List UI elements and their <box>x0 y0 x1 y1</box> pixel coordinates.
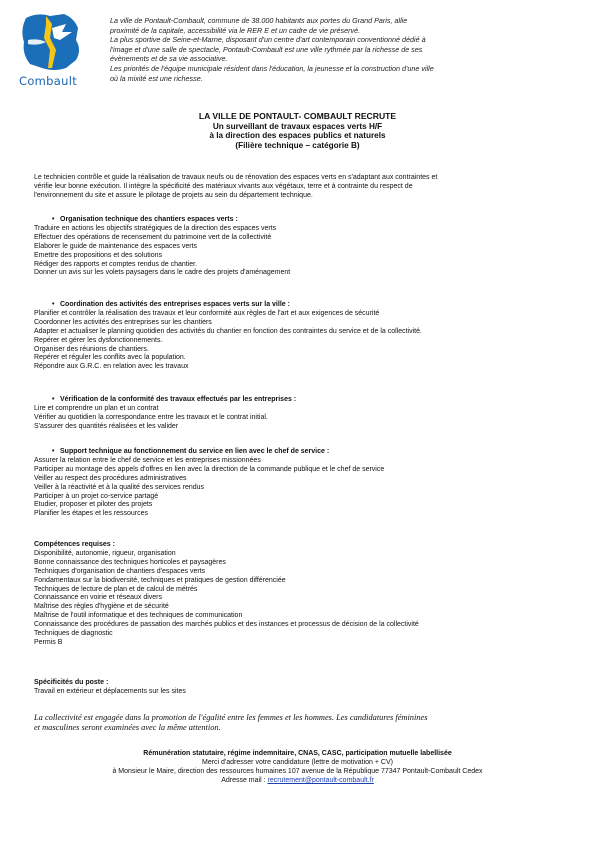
list-item: Bonne connaissance des techniques horticoles et paysagères <box>34 558 226 566</box>
list-item: Lire et comprendre un plan et un contrat <box>34 404 159 412</box>
bullet-icon: • <box>52 448 55 455</box>
list-item: Permis B <box>34 638 63 646</box>
mail-line <box>0 776 595 785</box>
city-logo <box>16 10 88 88</box>
city-logo-shape-icon <box>16 10 88 76</box>
bullet-icon: • <box>52 301 55 308</box>
bullet-icon: • <box>52 396 55 403</box>
list-item: Fondamentaux sur la biodiversité, techniques et pratiques de gestion différenciée <box>34 576 286 584</box>
job-headline <box>0 112 595 150</box>
job-direction: à la direction des espaces publics et naturels <box>209 131 386 141</box>
list-item: Elaborer le guide de maintenance des espaces verts <box>34 242 198 250</box>
section-specificites <box>34 679 564 697</box>
job-description <box>34 174 564 201</box>
section-verification <box>34 396 564 432</box>
list-item: Travail en extérieur et déplacements sur les sites <box>34 687 186 695</box>
section-organisation <box>34 216 564 278</box>
intro-line: évènements et de sa vie associative. <box>110 54 228 64</box>
section-competences <box>34 541 564 648</box>
intro-line: l'image et d'une salle de spectacle, Pontault-Combault est une ville rythmée par la richesse de ses <box>110 44 423 54</box>
bullet-icon: • <box>52 216 55 223</box>
list-item: S'assurer des quantités réalisées et les valider <box>34 422 179 430</box>
competences-title: Compétences requises : <box>34 541 115 548</box>
section-title-text: Vérification de la conformité des travaux effectués par les entreprises : <box>60 396 297 403</box>
list-item: Repérer et gérer les dysfonctionnements. <box>34 336 163 344</box>
list-item: Disponibilité, autonomie, rigueur, organisation <box>34 549 176 557</box>
equality-line: et masculines seront examinées avec la même attention. <box>34 723 221 733</box>
section-title-text: Support technique au fonctionnement du service en lien avec le chef de service : <box>60 448 330 455</box>
list-item: Veiller à la réactivité et à la qualité des services rendus <box>34 483 205 491</box>
description-line: vérifie leur bonne exécution. Il intègre la spécificité des matériaux vivants aux végétaux, terre et à contrainte du respect de <box>34 182 413 190</box>
section-title <box>34 301 564 310</box>
remuneration-text: Rémunération statutaire, régime indemnitaire, CNAS, CASC, participation mutuelle labellisée <box>143 750 452 757</box>
intro-line: proximité de la capitale, accessibilité via le RER E et un cadre de vie préservé. <box>110 25 361 35</box>
intro-text <box>110 16 570 83</box>
intro-line: Les priorités de l'équipe municipale résident dans l'éducation, la jeunesse et la construction d'une ville <box>110 63 434 73</box>
headline-title: LA VILLE DE PONTAULT- COMBAULT RECRUTE <box>198 111 397 121</box>
postal-address: à Monsieur le Maire, direction des ressources humaines 107 avenue de la République 77347 Pontault-Combault Cedex <box>112 768 483 775</box>
list-item: Maîtrise des règles d'hygiène et de sécurité <box>34 603 169 611</box>
intro-line: où la mixité est une richesse. <box>110 73 203 83</box>
list-item: Rédiger des rapports et comptes rendus de chantier. <box>34 260 198 268</box>
section-title-text: Coordination des activités des entreprises espaces verts sur la ville : <box>60 301 290 308</box>
list-item: Veiller au respect des procédures administratives <box>34 474 187 482</box>
list-item: Donner un avis sur les volets paysagers dans le cadre des projets d'aménagement <box>34 269 291 277</box>
list-item: Assurer la relation entre le chef de service et les entreprises missionnées <box>34 456 261 464</box>
section-title-text: Organisation technique des chantiers espaces verts : <box>60 216 238 223</box>
list-item: Emettre des propositions et des solutions <box>34 251 163 259</box>
list-item: Adapter et actualiser le planning quotidien des activités du chantier en fonction des contraintes du service et de la collectivité. <box>34 327 422 335</box>
recruitment-email-link[interactable]: recrutement@pontault-combault.fr <box>267 777 374 784</box>
send-instructions: Merci d'adresser votre candidature (lettre de motivation + CV) <box>201 759 393 766</box>
list-item: Techniques d'organisation de chantiers d'espaces verts <box>34 567 206 575</box>
list-item: Repérer et réguler les conflits avec la population. <box>34 354 186 362</box>
section-title <box>34 396 564 405</box>
section-coordination <box>34 301 564 372</box>
list-item: Connaissance en voirie et réseaux divers <box>34 594 163 602</box>
section-support <box>34 448 564 519</box>
list-item: Traduire en actions les objectifs stratégiques de la direction des espaces verts <box>34 224 277 232</box>
list-item: Techniques de lecture de plan et de calcul de métrés <box>34 585 198 593</box>
mail-label: Adresse mail : <box>221 777 268 784</box>
description-line: Le technicien contrôle et guide la réalisation de travaux neufs ou de rénovation des espaces verts en s'adaptant aux contraintes et <box>34 174 438 181</box>
list-item: Etudier, proposer et piloter des projets <box>34 501 153 509</box>
section-title <box>34 448 564 457</box>
list-item: Vérifier au quotidien la correspondance entre les travaux et le contrat initial. <box>34 413 268 421</box>
application-footer <box>0 749 595 785</box>
job-title: Un surveillant de travaux espaces verts H/F <box>212 121 383 131</box>
specificites-title: Spécificités du poste : <box>34 679 109 686</box>
list-item: Coordonner les activités des entreprises sur les chantiers <box>34 318 212 326</box>
list-item: Participer à un projet co-service partagé <box>34 492 159 500</box>
logo-text: Combault <box>19 74 78 88</box>
equality-statement <box>34 713 564 734</box>
job-category: (Filière technique – catégorie B) <box>235 140 360 150</box>
intro-line: La ville de Pontault-Combault, commune de 38.000 habitants aux portes du Grand Paris, allie <box>110 16 408 25</box>
list-item: Planifier et contrôler la réalisation des travaux et leur conformité aux règles de l'art et aux exigences de sécurité <box>34 309 380 317</box>
list-item: Connaissance des procédures de passation des marchés publics et des instances et processus de décision de la collectivité <box>34 621 419 629</box>
list-item: Répondre aux G.R.C. en relation avec les travaux <box>34 363 189 371</box>
equality-line: La collectivité est engagée dans la promotion de l'égalité entre les femmes et les hommes. Les candidatures féminines <box>34 713 428 722</box>
intro-line: La plus sportive de Seine-et-Marne, disposant d'un centre d'art contemporain conventionné dédié à <box>110 35 426 45</box>
list-item: Maîtrise de l'outil informatique et des techniques de communication <box>34 612 243 620</box>
list-item: Effectuer des opérations de recensement du patrimoine vert de la collectivité <box>34 233 272 241</box>
description-line: l'environnement du site et assure le pilotage de projets au sein du département technique. <box>34 191 313 199</box>
list-item: Planifier les étapes et les ressources <box>34 510 148 518</box>
list-item: Organiser des réunions de chantiers. <box>34 345 149 353</box>
list-item: Participer au montage des appels d'offres en lien avec la direction de la commande publique et le chef de service <box>34 465 385 473</box>
section-title <box>34 216 564 225</box>
list-item: Techniques de diagnostic <box>34 630 113 638</box>
